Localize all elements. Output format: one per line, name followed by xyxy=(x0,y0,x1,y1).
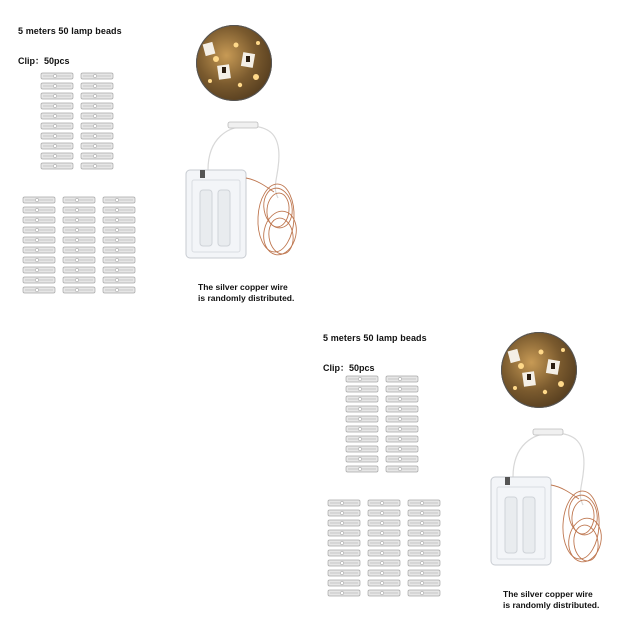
clothespin-clip xyxy=(327,579,361,587)
battery-box-with-copper-wire xyxy=(483,425,613,575)
clip-column xyxy=(80,72,114,170)
clothespin-clip xyxy=(327,519,361,527)
clothespin-clip xyxy=(80,122,114,130)
clip-column xyxy=(327,499,361,597)
clothespin-clip xyxy=(102,266,136,274)
clothespin-clip xyxy=(62,236,96,244)
clothespin-clip xyxy=(40,72,74,80)
clothespin-clip xyxy=(327,539,361,547)
clothespin-clip xyxy=(407,539,441,547)
clothespin-clip xyxy=(80,162,114,170)
product-title: 5 meters 50 lamp beads xyxy=(323,333,427,343)
clothespin-clip xyxy=(62,276,96,284)
clothespin-clip xyxy=(22,246,56,254)
clothespin-clip xyxy=(80,142,114,150)
product-panel-2 xyxy=(305,307,605,610)
clothespin-clip xyxy=(102,246,136,254)
clip-count-label: Clip：50pcs xyxy=(323,363,375,373)
clothespin-clip xyxy=(40,132,74,140)
clothespin-clip xyxy=(62,266,96,274)
clothespin-clip xyxy=(102,206,136,214)
clothespin-clip xyxy=(407,499,441,507)
clothespin-clip xyxy=(345,415,379,423)
clothespin-clip xyxy=(385,435,419,443)
caption-line: is randomly distributed. xyxy=(503,600,600,610)
clothespin-clip xyxy=(80,102,114,110)
clothespin-clip xyxy=(62,206,96,214)
clip-column xyxy=(40,72,74,170)
clothespin-clip xyxy=(62,286,96,294)
clothespin-clip xyxy=(367,569,401,577)
clothespin-clip xyxy=(367,559,401,567)
clothespin-clip xyxy=(102,236,136,244)
clothespin-clip xyxy=(22,266,56,274)
clip-column xyxy=(367,499,401,597)
clothespin-clip xyxy=(385,445,419,453)
caption-line: The silver copper wire xyxy=(503,589,593,599)
clothespin-clip xyxy=(385,395,419,403)
clip-column xyxy=(407,499,441,597)
clip-count-label: Clip：50pcs xyxy=(18,56,70,66)
clothespin-clip xyxy=(367,579,401,587)
clothespin-clip xyxy=(367,549,401,557)
clothespin-clip xyxy=(22,216,56,224)
clothespin-clip xyxy=(327,569,361,577)
clothespin-clip xyxy=(385,455,419,463)
battery-box-with-copper-wire xyxy=(178,118,308,268)
clothespin-clip xyxy=(345,405,379,413)
clothespin-clip xyxy=(407,519,441,527)
clothespin-clip xyxy=(407,589,441,597)
clothespin-clip xyxy=(22,276,56,284)
caption xyxy=(503,589,599,611)
product-panel-1 xyxy=(0,0,300,303)
clothespin-clip xyxy=(22,256,56,264)
clothespin-clip xyxy=(385,465,419,473)
clothespin-clip xyxy=(327,509,361,517)
clothespin-clip xyxy=(80,92,114,100)
clip-column xyxy=(102,196,136,294)
clothespin-clip xyxy=(367,499,401,507)
clothespin-clip xyxy=(345,425,379,433)
clothespin-clip xyxy=(102,226,136,234)
clothespin-clip xyxy=(80,112,114,120)
clothespin-clip xyxy=(40,112,74,120)
clothespin-clip xyxy=(407,529,441,537)
clothespin-clip xyxy=(327,549,361,557)
clothespin-clip xyxy=(367,539,401,547)
clothespin-clip xyxy=(22,236,56,244)
caption-line: The silver copper wire xyxy=(198,282,288,292)
clothespin-clip xyxy=(407,549,441,557)
clip-column xyxy=(385,375,419,473)
clothespin-clip xyxy=(327,529,361,537)
clothespin-clip xyxy=(22,196,56,204)
clothespin-clip xyxy=(367,529,401,537)
clothespin-clip xyxy=(40,142,74,150)
clip-column xyxy=(62,196,96,294)
clothespin-clip xyxy=(385,415,419,423)
product-title: 5 meters 50 lamp beads xyxy=(18,26,122,36)
lights-photo xyxy=(196,25,272,101)
clothespin-clip xyxy=(80,132,114,140)
clothespin-clip xyxy=(345,465,379,473)
clothespin-clip xyxy=(407,509,441,517)
clothespin-clip xyxy=(367,589,401,597)
clothespin-clip xyxy=(407,559,441,567)
clothespin-clip xyxy=(345,385,379,393)
clothespin-clip xyxy=(40,102,74,110)
clothespin-clip xyxy=(345,395,379,403)
clothespin-clip xyxy=(327,559,361,567)
clothespin-clip xyxy=(345,375,379,383)
clothespin-clip xyxy=(345,455,379,463)
clothespin-clip xyxy=(327,499,361,507)
clothespin-clip xyxy=(102,276,136,284)
clothespin-clip xyxy=(407,579,441,587)
clothespin-clip xyxy=(345,435,379,443)
clothespin-clip xyxy=(407,569,441,577)
clothespin-clip xyxy=(102,196,136,204)
clothespin-clip xyxy=(345,445,379,453)
clothespin-clip xyxy=(80,82,114,90)
clothespin-clip xyxy=(62,226,96,234)
clothespin-clip xyxy=(80,152,114,160)
clothespin-clip xyxy=(40,152,74,160)
clothespin-clip xyxy=(327,589,361,597)
clothespin-clip xyxy=(102,256,136,264)
clothespin-clip xyxy=(385,405,419,413)
clip-column xyxy=(22,196,56,294)
clothespin-clip xyxy=(40,162,74,170)
clothespin-clip xyxy=(385,385,419,393)
clothespin-clip xyxy=(22,206,56,214)
clothespin-clip xyxy=(62,256,96,264)
clothespin-clip xyxy=(22,286,56,294)
clothespin-clip xyxy=(80,72,114,80)
clothespin-clip xyxy=(385,375,419,383)
clothespin-clip xyxy=(40,122,74,130)
caption-line: is randomly distributed. xyxy=(198,293,295,303)
lights-photo xyxy=(501,332,577,408)
clothespin-clip xyxy=(40,82,74,90)
clip-column xyxy=(345,375,379,473)
clothespin-clip xyxy=(367,519,401,527)
clothespin-clip xyxy=(62,216,96,224)
caption xyxy=(198,282,294,304)
clothespin-clip xyxy=(367,509,401,517)
clothespin-clip xyxy=(385,425,419,433)
clothespin-clip xyxy=(62,246,96,254)
clothespin-clip xyxy=(40,92,74,100)
clothespin-clip xyxy=(22,226,56,234)
clothespin-clip xyxy=(102,216,136,224)
clothespin-clip xyxy=(102,286,136,294)
clothespin-clip xyxy=(62,196,96,204)
